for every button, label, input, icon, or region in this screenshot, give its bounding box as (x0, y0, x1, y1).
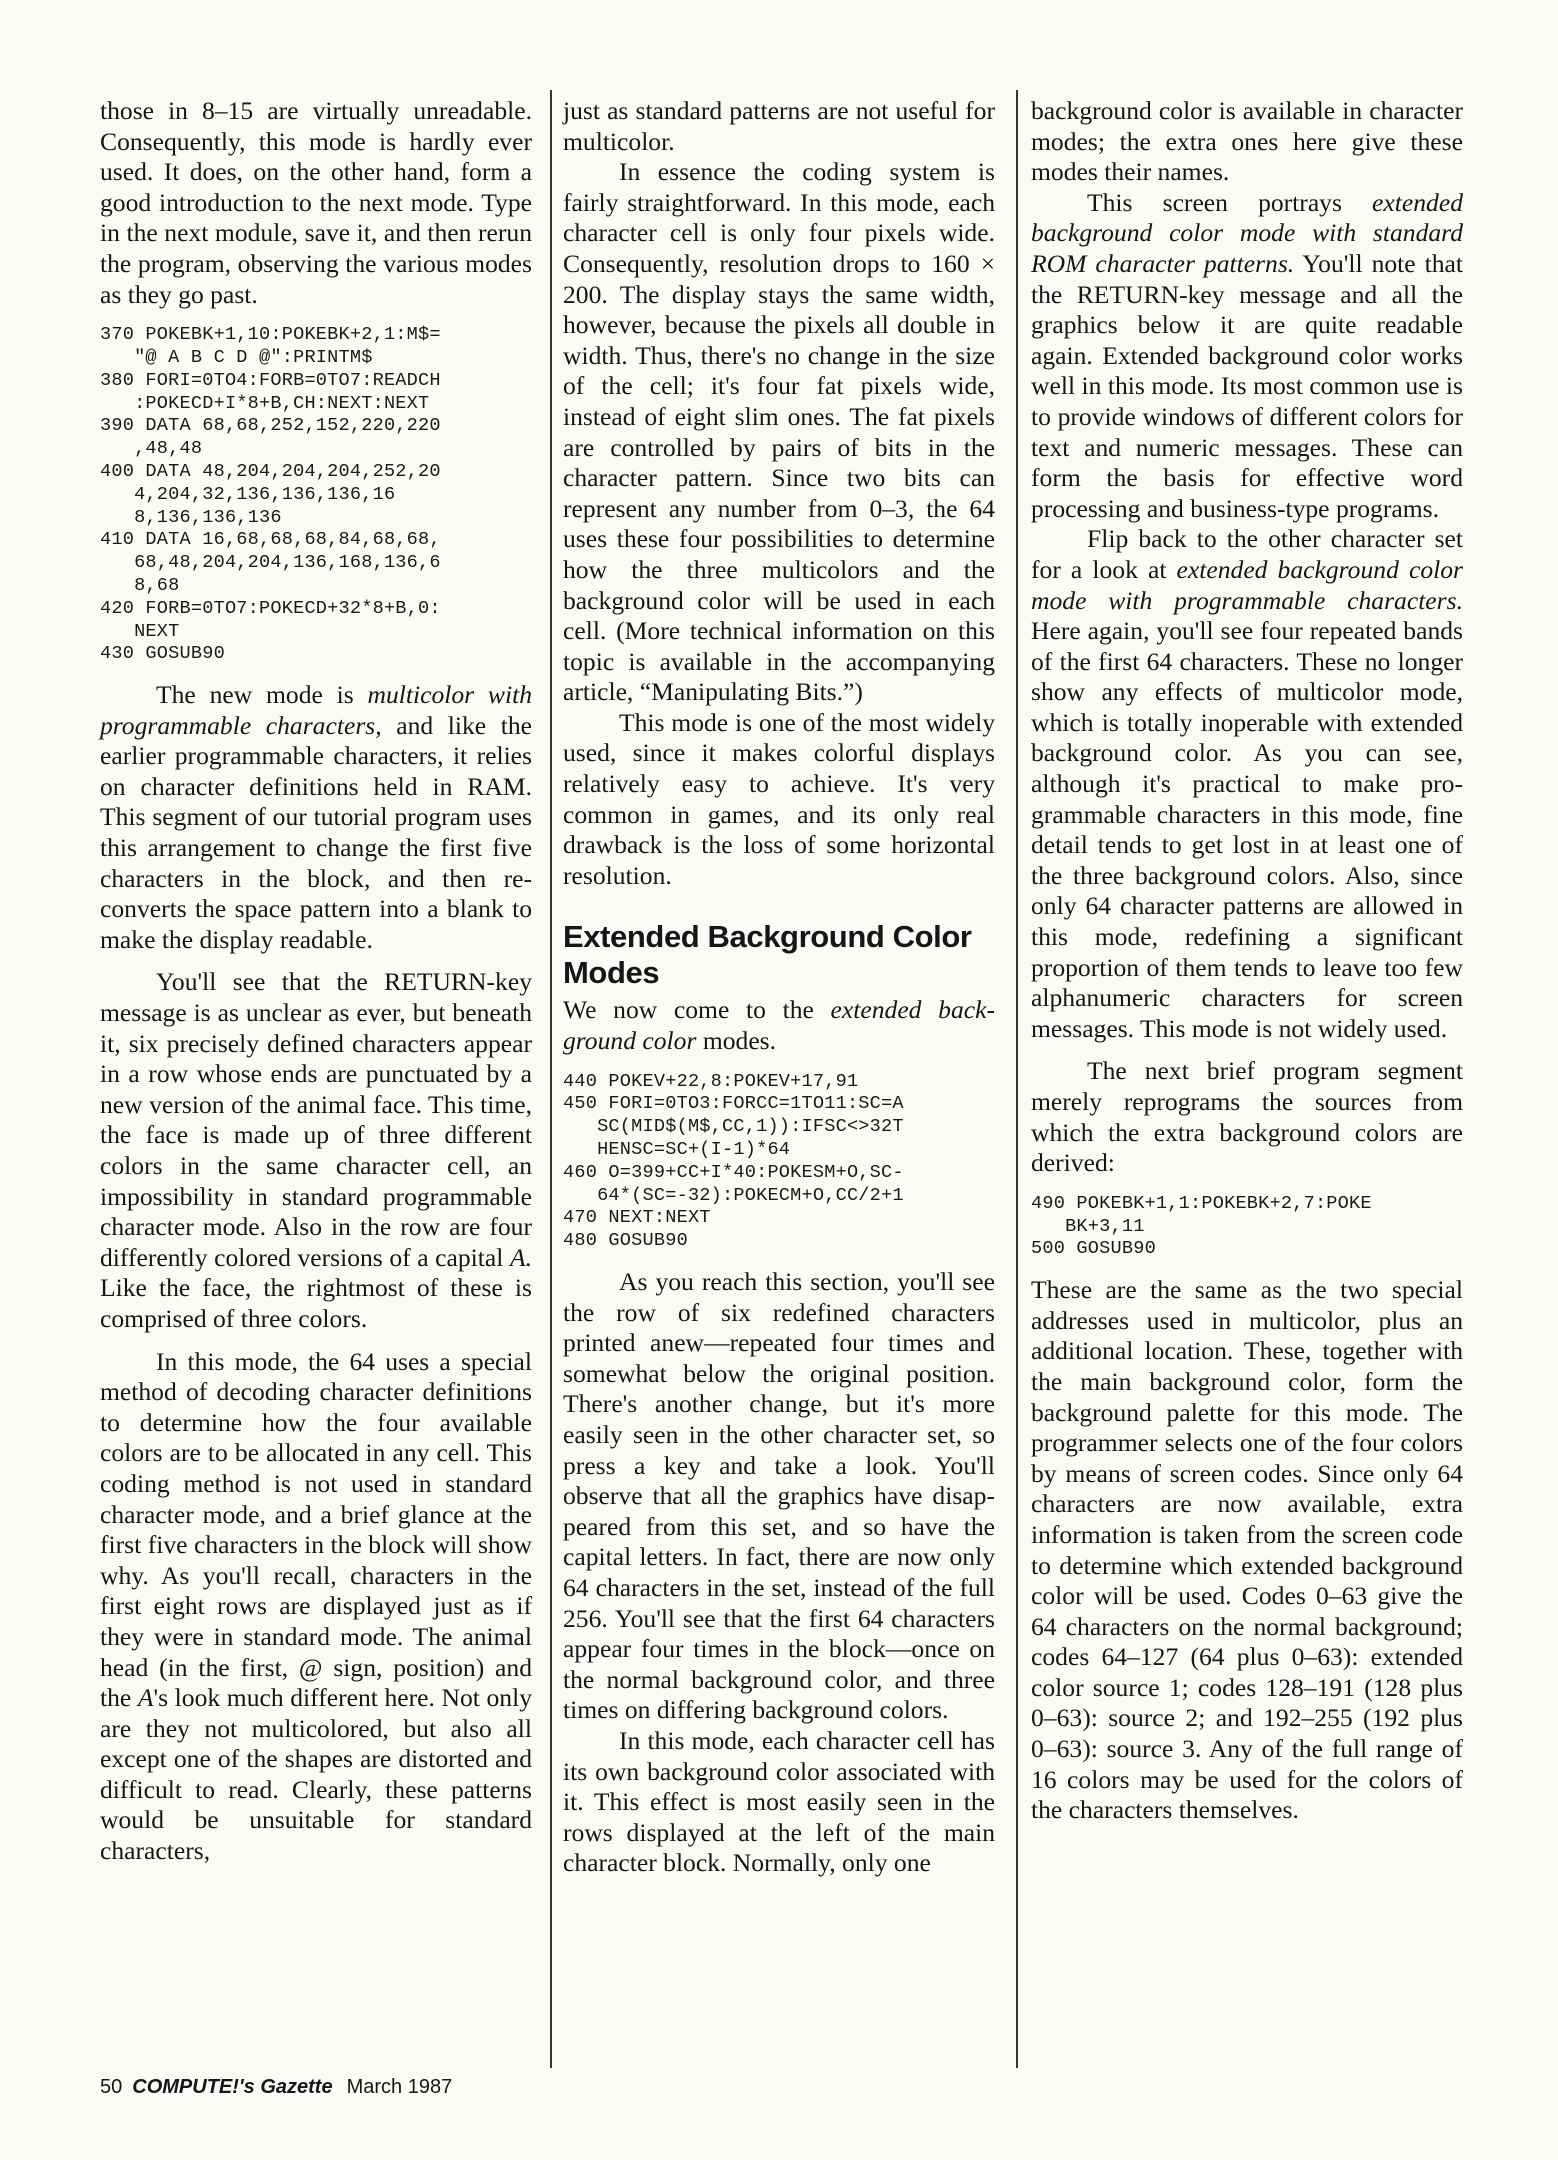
page-footer (100, 2076, 452, 2099)
code-listing-370-430: 370 POKEBK+1,10:POKEBK+2,1:M$= "@ A B C D @":PRINTM$ 380 FORI=0TO4:FORB=0TO7:READCH :POKECD+I*8+B,CH:NEXT:NEXT 390 DATA 68,68,252,152,220,220 ,48,48 400 DATA 48,204,204,204,252,20 4,204,32,136,136,136,16 8,136,136,136 410 DATA 16,68,68,68,84,68,68, 68,48,204,204,136,168,136,6 8,68 420 FORB=0TO7:POKECD+32*8+B,0: NEXT 430 GOSUB90 (100, 324, 441, 665)
paragraph: just as standard patterns are not useful for multicolor. (563, 96, 995, 156)
paragraph: In this mode, each character cell has its own background color associated with it. This effect is most easily seen in the rows displayed at the left of the main character block. Normally, only one (563, 1725, 995, 1878)
publication-name: COMPUTE!'s Gazette (132, 2076, 333, 2098)
paragraph: The new mode is multicolor with programmable characters, and like the earlier programmable characters, it relies on character definitions held in RAM. This segment of our tutorial program uses this arrangement to change the first five characters in the block, and then reconverts the space pattern into a blank to make the display readable. (100, 680, 532, 954)
paragraph: This mode is one of the most widely used, since it makes colorful displays relatively easy to achieve. It's very common in games, and its only real drawback is the loss of some horizontal resolution. (563, 707, 995, 890)
text-column-2 (563, 96, 995, 1879)
paragraph: those in 8–15 are virtually unreadable. Consequently, this mode is hardly ever used. It does, on the other hand, form a good introduction to the next mode. Type in the next module, save it, and then rerun the program, observing the various modes as they go past. (100, 96, 532, 309)
paragraph: We now come to the extended background color modes. (563, 995, 995, 1056)
code-listing-490-500: 490 POKEBK+1,1:POKEBK+2,7:POKE BK+3,11 500 GOSUB90 (1031, 1192, 1372, 1260)
paragraph: In essence the coding system is fairly straightforward. In this mode, each character cell is only four pixels wide. Consequently, resolution drops to 160 × 200. The display stays the same width, however, because the pixels all double in width. Thus, there's no change in the size of the cell; it's four fat pixels wide, instead of eight slim ones. The fat pixels are controlled by pairs of bits in the character pattern. Since two bits can represent any number from 0–3, the 64 uses these four possibilities to determine how the three multicolors and the background color will be used in each cell. (More technical information on this topic is available in the accompanying article, “Manipulating Bits.”) (563, 157, 995, 707)
paragraph: In this mode, the 64 uses a special method of decoding character definitions to determine how the four available colors are to be allocated in any cell. This coding method is not used in standard character mode, and a brief glance at the first five characters in the block will show why. As you'll recall, characters in the first eight rows are displayed just as if they were in standard mode. The animal head (in the first, @ sign, position) and the A's look much different here. Not only are they not multicolored, but also all except one of the shapes are distorted and difficult to read. Clearly, these patterns would be unsuitable for standard characters, (100, 1346, 533, 1866)
code-listing-440-480: 440 POKEV+22,8:POKEV+17,91 450 FORI=0TO3:FORCC=1TO11:SC=A SC(MID$(M$,CC,1)):IFSC<>32T HENSC=SC+(I-1)*64 460 O=399+CC+I*40:POKESM+O,SC- 64*(SC=-32):POKECM+O,CC/2+1 470 NEXT:NEXT 480 GOSUB90 (563, 1070, 904, 1252)
paragraph: Flip back to the other character set for a look at extended background color mode with programmable characters. Here again, you'll see four repeated bands of the first 64 characters. These no longer show any effects of multicolor mode, which is totally inoperable with extended background color. As you can see, although it's practical to make programmable characters in this mode, fine detail tends to get lost in at least one of the three background colors. Also, since only 64 character patterns are allowed in this mode, redefining a significant proportion of them tends to leave too few alphanumeric characters for screen messages. This mode is not widely used. (1031, 524, 1463, 1043)
page-number: 50 (100, 2076, 123, 2098)
column-divider (1016, 90, 1018, 2068)
paragraph: As you reach this section, you'll see the row of six redefined characters printed anew—repeated four times and somewhat below the original position. There's another change, but it's more easily seen in the other character set, so press a key and take a look. You'll observe that all the graphics have disappeared from this set, and so have the capital letters. In fact, there are now only 64 characters in the set, instead of the full 256. You'll see that the first 64 characters appear four times in the block—once on the normal background color, and three times on differing background colors. (563, 1267, 995, 1725)
paragraph: The next brief program segment merely reprograms the sources from which the extra background colors are derived: (1031, 1056, 1463, 1178)
text-column-3 (1031, 96, 1463, 1826)
issue-date: March 1987 (346, 2076, 453, 2098)
text-column-1 (100, 96, 532, 1867)
section-heading: Extended Background Color Modes (563, 919, 972, 991)
paragraph: You'll see that the RETURN-key message is as unclear as ever, but beneath it, six precisely defined characters appear in a row whose ends are punctuated by a new version of the animal face. This time, the face is made up of three different colors in the same character cell, an impossibility in standard programmable character mode. Also in the row are four differently colored versions of a capital A. Like the face, the rightmost of these is comprised of three colors. (100, 967, 532, 1333)
paragraph: This screen portrays extended background color mode with standard ROM character patterns. You'll note that the RETURN-key message and all the graphics below it are quite readable again. Extended background color works well in this mode. Its most common use is to provide windows of different colors for text and numeric messages. These can form the basis for effective word processing and business-type programs. (1031, 187, 1463, 523)
column-divider (550, 90, 552, 2068)
paragraph: background color is available in character modes; the extra ones here give these modes their names. (1031, 96, 1463, 187)
paragraph: These are the same as the two special addresses used in multicolor, plus an additional location. These, together with the main background color, form the background palette for this mode. The programmer selects one of the four colors by means of screen codes. Since only 64 characters are now available, extra information is taken from the screen code to determine which extended background color will be used. Codes 0–63 give the 64 characters on the normal background; codes 64–127 (64 plus 0–63): extended color source 1; codes 128–191 (128 plus 0–63): source 2; and 192–255 (192 plus 0–63): source 3. Any of the full range of 16 colors may be used for the colors of the characters themselves. (1031, 1275, 1463, 1825)
